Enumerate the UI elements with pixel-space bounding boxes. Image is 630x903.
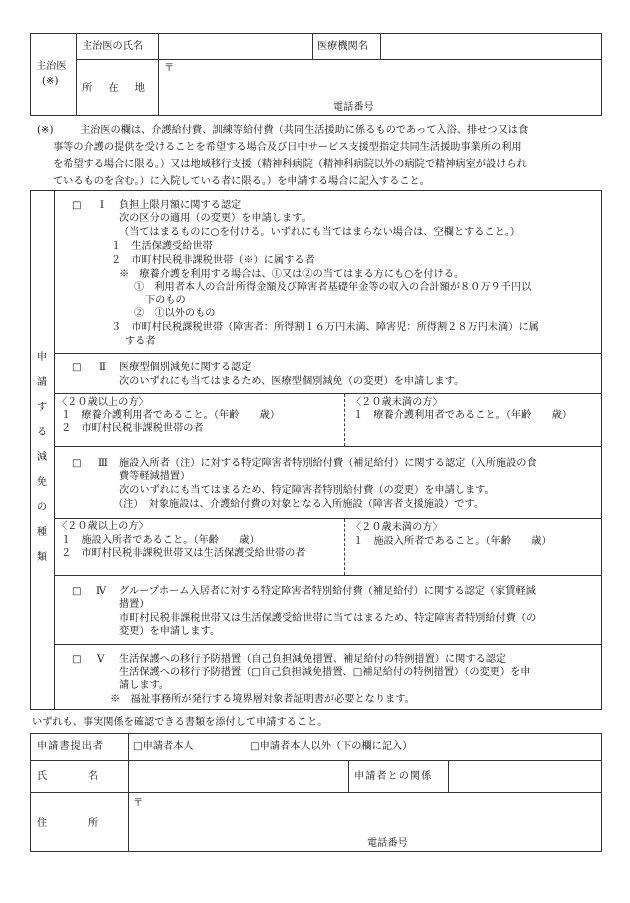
institution-field[interactable] [381,34,601,58]
applicant-phone-label: 電話番号 [367,838,408,849]
doctor-col-divider [76,33,77,116]
section2-title: 医療型個別減免に関する認定 [119,362,252,373]
section3-left-item: ２ 市町村民税非課税世帯又は生活保護受給世帯の者 [61,548,306,559]
section2-number: Ⅱ [99,362,106,373]
section3-checkbox[interactable]: □ [72,458,82,469]
footer-note: いずれも、事実関係を確認できる書類を添付して申請すること。 [32,717,328,728]
applicant-address-label: 住 所 [37,818,99,829]
submitter-label: 申請書提出者 [37,741,105,752]
section3-left-item: １ 施設入所者であること。（年齢 歳） [61,535,260,546]
section1-line: 次の区分の適用（の変更）を申請します。 [119,213,312,224]
section4-line: 市町村民税非課税世帯又は生活保護受給世帯に当てはまるため、特定障害者特別給付費（の [119,613,537,624]
section3-right-item: １ 施設入所者であること。（年齢 歳） [353,536,552,547]
section2-right-head: 〈２０歳未満の方〉 [351,397,443,408]
section1-option: する者 [125,336,156,347]
doctor-group-note: (※) [42,76,59,87]
section3-title: 施設入所者（注）に対する特定障害者特別給付費（補足給付）に関する認定（入所施設の食 [119,458,537,469]
relation-field[interactable] [449,761,601,791]
section3-left-head: 〈２０歳以上の方〉 [57,521,149,532]
section5-note: ※ 福祉事務所が発行する境界層対象者証明書が必要となります。 [110,694,415,705]
section3-number: Ⅲ [98,458,108,469]
age-split-divider [344,394,345,446]
section1-option: ２ 市町村民税非課税世帯（※）に属する者 [111,255,315,266]
postal-mark: 〒 [164,63,175,74]
submitter-option-other[interactable]: □申請者本人以外（下の欄に記入） [250,741,413,752]
section5-number: Ⅴ [97,654,105,665]
section4-checkbox[interactable]: □ [72,586,82,597]
section3-title: 費等軽減措置） [119,471,191,482]
section3-right-head: 〈２０歳未満の方〉 [351,522,443,533]
section4-number: Ⅳ [96,586,107,597]
section5-line: 請します。 [119,680,170,691]
section-divider [54,644,602,645]
phone-label: 電話番号 [333,102,374,113]
section1-line: （当てはまるものに○を付ける。いずれにも当てはまらない場合は、空欄とすること。） [119,227,521,238]
doctor-note-line: を希望する場合に限る。）又は地域移行支援（精神科病院（精神科病院以外の病院で精神病室が設けられ [53,159,527,170]
side-char: る [36,427,48,438]
applicant-address-field[interactable] [129,793,601,851]
side-char: 免 [36,477,48,488]
section2-left-item: ２ 市町村民税非課税世帯の者 [61,423,204,434]
doctor-note-line: 主治医の欄は、介護給付費、訓練等給付費（共同生活援助に係るものであって入浴、排せつ又は食 [80,125,529,136]
section1-sub-option: ① 利用者本人の合計所得金額及び障害者基礎年金等の収入の合計額が８０万９千円以 [134,282,532,293]
side-char: す [36,402,48,413]
applicant-name-label: 氏 名 [37,771,99,782]
section1-checkbox[interactable]: □ [72,200,82,211]
doctor-name-label: 主治医の氏名 [82,41,144,52]
section1-title: 負担上限月額に関する認定 [119,200,242,211]
doctor-address-field[interactable] [159,60,601,115]
applicant-postal-mark: 〒 [133,798,144,809]
section4-title: 措置） [119,599,150,610]
side-char: の [36,502,48,513]
section2-left-item: １ 療養介護利用者であること。（年齢 歳） [61,410,281,421]
applicant-name-field[interactable] [129,761,347,791]
doctor-group-label: 主治医 [36,61,67,72]
section2-left-head: 〈２０歳以上の方〉 [57,397,149,408]
doctor-name-field[interactable] [159,34,311,58]
section1-number: Ⅰ [100,200,105,211]
section-divider [54,518,602,519]
doctor-note-line: ているものを含む。）に入院している者に限る。）を申請する場合に記入すること。 [53,176,430,187]
age-split-divider [344,519,345,575]
reduction-types-side-label [30,345,54,570]
side-char: 類 [36,552,48,563]
section-divider [54,353,602,354]
section1-sub-option: ② ①以外のもの [134,308,216,319]
section1-option: １ 生活保護受給世帯 [111,241,213,252]
side-char: 申 [36,352,48,363]
section3-note: （注） 対象施設は、介護給付費の対象となる入所施設（障害者支援施設）です。 [113,499,485,510]
side-char: 減 [36,452,48,463]
doctor-note-mark: (※) [37,125,54,136]
section4-title: グループホーム入居者に対する特定障害者特別給付費（補足給付）に関する認定（家賃軽減 [119,586,536,597]
section2-line: 次のいずれにも当てはまるため、医療型個別減免（の変更）を申請します。 [119,376,465,387]
section-divider [54,446,602,447]
section5-line: 生活保護への移行予防措置（□自己負担減免措置、□補足給付の特例措置）（の変更）を申 [119,667,531,678]
section4-line: 変更）を申請します。 [119,626,221,637]
side-col-divider [54,190,55,710]
doctor-address-label: 所 在 地 [82,83,148,94]
doctor-note-line: 事等の介護の提供を受けることを希望する場合及び日中サービス支援型指定共同生活援助事業所の利用 [53,142,522,153]
submitter-option-self[interactable]: □申請者本人 [133,741,194,752]
applicant-col-divider [348,760,349,792]
section-divider [54,575,602,576]
section1-note: ※ 療養介護を利用する場合は、①又は②の当てはまる方にも○を付ける。 [119,269,465,280]
side-char: 種 [36,527,48,538]
relation-label: 申請者との関係 [354,771,433,782]
section2-right-item: １ 療養介護利用者であること。（年齢 歳） [353,410,573,421]
section5-checkbox[interactable]: □ [72,654,82,665]
doctor-col-divider [312,33,313,59]
section3-line: 次のいずれにも当てはまるため、特定障害者特別給付費（の変更）を申請します。 [119,485,495,496]
section5-title: 生活保護への移行予防措置（自己負担減免措置、補足給付の特例措置）に関する認定 [119,654,507,665]
section1-option: ３ 市町村民税課税世帯（障害者：所得割１６万円未満、障害児：所得割２８万円未満）に属 [111,322,539,333]
section1-sub-option: 下のもの [145,295,186,306]
side-char: 請 [36,377,48,388]
section2-checkbox[interactable]: □ [72,362,82,373]
institution-label: 医療機関名 [317,41,368,52]
section-divider [54,393,602,394]
